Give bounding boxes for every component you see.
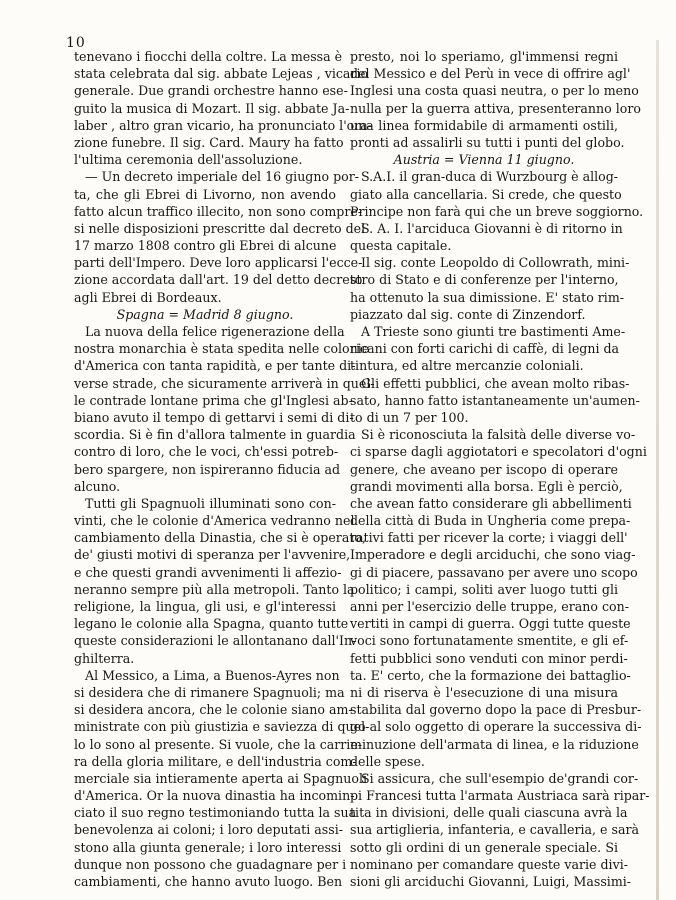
text-line: le contrade lontane prima che gl'Inglesi ab-	[74, 392, 353, 408]
text-line: stata celebrata dal sig. abbate Lejeas , vicario	[74, 66, 369, 82]
text-line: Il sig. conte Leopoldo di Collowrath, mini-	[361, 255, 630, 271]
text-line: laber , altro gran vicario, ha pronunciato l'ora-	[74, 117, 373, 133]
text-line: verse strade, che sicuramente arriverà in quel-	[74, 375, 375, 391]
text-line: to di un 7 per 100.	[350, 409, 469, 425]
text-line: che avean fatto considerare gli abbellimenti	[350, 495, 632, 511]
text-line: minuzione dell'armata di linea, e la riduzione	[350, 736, 639, 752]
text-line: ni di riserva è l'esecuzione di una misura	[350, 684, 618, 700]
text-line: pronti ad assalirli su tutti i punti del globo.	[350, 134, 625, 150]
text-line: bero spargere, non ispireranno fiducia ad	[74, 461, 341, 477]
text-line: tenevano i fiocchi della coltre. La messa è	[74, 49, 343, 64]
text-line: delle spese.	[350, 753, 425, 769]
text-line: vertiti in campi di guerra. Oggi tutte queste	[350, 616, 631, 632]
text-line: ha ottenuto la sua dimissione. E' stato rim-	[350, 289, 625, 305]
text-line: anni per l'esercizio delle truppe, erano con-	[350, 599, 629, 614]
text-line: lo lo sono al presente. Si vuole, che la carrie-	[74, 736, 363, 752]
text-line: sato, hanno fatto istantaneamente un'aumen-	[350, 392, 640, 408]
text-line: ta. E' certo, che la formazione dei battaglio-	[350, 667, 631, 683]
right-column	[350, 48, 650, 890]
text-line: politico; i campi, soliti aver luogo tutti gli	[350, 581, 618, 597]
text-line: Principe non farà qui che un breve soggiorno.	[350, 203, 644, 219]
text-line: rativi fatti per ricever la corte; i viaggi dell'	[350, 530, 628, 546]
text-line: dunque non possono che guadagnare per i	[74, 856, 347, 872]
text-line: Gli effetti pubblici, che avean molto ribas-	[361, 375, 630, 391]
text-line: merciale sia intieramente aperta ai Spagnuoli	[74, 770, 367, 786]
text-line: cambiamento della Dinastia, che si è operato,	[74, 530, 366, 546]
text-line: d'America. Or la nuova dinastia ha incomin-	[74, 788, 355, 804]
text-line: La nuova della felice rigenerazione della	[85, 324, 345, 339]
text-line: go al solo oggetto di operare la successiva di-	[350, 719, 642, 735]
text-line: de' giusti motivi di speranza per l'avvenire,	[74, 547, 351, 563]
text-line: presto, noi lo speriamo, gl'immensi regni	[350, 49, 618, 64]
text-line: si desidera ancora, che le colonie siano am-	[74, 702, 353, 718]
page-number: 10	[66, 35, 86, 51]
text-line: d'America con tanta rapidità, e per tante di-	[74, 358, 356, 374]
text-line: queste considerazioni le allontanano dall'In-	[74, 633, 357, 649]
text-line: ra della gloria militare, e dell'industria com-	[74, 753, 357, 769]
text-line: voci sono fortunatamente smentite, e gli ef-	[350, 633, 629, 649]
text-line: religione, la lingua, gli usi, e gl'interessi	[74, 599, 336, 614]
text-line: scordia. Si è fin d'allora talmente in guardia	[74, 427, 356, 443]
text-line: tintura, ed altre mercanzie coloniali.	[350, 358, 584, 374]
text-line: ciato il suo regno testimoniando tutta la sua	[74, 805, 357, 821]
text-line: 17 marzo 1808 contro gli Ebrei di alcune	[74, 238, 337, 254]
text-line: grandi movimenti alla borsa. Egli è perciò,	[350, 478, 623, 494]
text-line: nulla per la guerra attiva, presenteranno loro	[350, 100, 641, 116]
text-line: zione funebre. Il sig. Card. Maury ha fatto	[74, 134, 344, 150]
text-line: A Trieste sono giunti tre bastimenti Ame-	[361, 324, 626, 339]
text-line: una linea formidabile di armamenti ostili,	[350, 117, 618, 133]
text-line: genere, che aveano per iscopo di operare	[350, 461, 618, 477]
text-line: nostra monarchia è stata spedita nelle colonie	[74, 341, 370, 357]
text-line: Inglesi una costa quasi neutra, o per lo meno	[350, 83, 639, 99]
text-line: tita in divisioni, delle quali ciascuna avrà la	[350, 805, 628, 821]
text-line: stro di Stato e di conferenze per l'interno,	[350, 272, 619, 288]
text-line: si nelle disposizioni prescritte dal decreto del	[74, 220, 366, 236]
section-heading: Austria = Vienna 11 giugno.	[393, 152, 575, 168]
text-line: agli Ebrei di Bordeaux.	[74, 289, 222, 305]
text-line: contro di loro, che le voci, ch'essi potreb-	[74, 444, 339, 460]
text-line: alcuno.	[74, 478, 121, 494]
section-heading: Spagna = Madrid 8 giugno.	[116, 306, 294, 322]
text-line: parti dell'Impero. Deve loro applicarsi l'ecce-	[74, 255, 363, 271]
text-line: stono alla giunta generale; i loro interessi	[74, 839, 342, 855]
text-line: guito la musica di Mozart. Il sig. abbate Ja-	[74, 100, 350, 116]
text-line: zione accordata dall'art. 19 del detto decreto	[74, 272, 363, 288]
text-line: Si assicura, che sull'esempio de'grandi cor-	[361, 770, 639, 786]
text-line: sotto gli ordini di un generale speciale. Si	[350, 839, 618, 855]
text-line: giato alla cancellaria. Si crede, che questo	[350, 186, 622, 202]
text-line: della città di Buda in Ungheria come prepa-	[350, 513, 631, 529]
text-line: S.A.I. il gran-duca di Wurzbourg è allog-	[361, 169, 619, 185]
text-line: legano le colonie alla Spagna, quanto tutte	[74, 616, 349, 632]
text-line: del Messico e del Perù in vece di offrire agl'	[350, 66, 631, 82]
text-line: vinti, che le colonie d'America vedranno nel	[74, 513, 355, 529]
text-line: — Un decreto imperiale del 16 giugno por-	[85, 169, 359, 185]
text-line: ta, che gli Ebrei di Livorno, non avendo	[74, 186, 336, 202]
text-line: nominano per comandare queste varie divi-	[350, 856, 628, 872]
text-line: si desidera che di rimanere Spagnuoli; ma	[74, 684, 345, 700]
text-line: sioni gli arciduchi Giovanni, Luigi, Massimi-	[350, 874, 632, 889]
text-line: biano avuto il tempo di gettarvi i semi di di-	[74, 409, 354, 425]
text-line: ricani con forti carichi di caffè, di legni da	[350, 341, 620, 357]
text-line: Imperadore e degli arciduchi, che sono viag-	[350, 547, 636, 563]
text-line: l'ultima ceremonia dell'assoluzione.	[74, 152, 303, 168]
text-line: Al Messico, a Lima, a Buenos-Ayres non	[85, 667, 340, 683]
text-line: piazzato dal sig. conte di Zinzendorf.	[350, 306, 586, 322]
text-line: sua artiglieria, infanteria, e cavalleria, e sarà	[350, 822, 639, 838]
text-line: benevolenza ai coloni; i loro deputati assi-	[74, 822, 343, 838]
text-line: ghilterra.	[74, 650, 135, 666]
text-line: ministrate con più giustizia e saviezza di quel-	[74, 719, 370, 735]
text-line: generale. Due grandi orchestre hanno ese-	[74, 83, 348, 99]
text-line: ci sparse dagli aggiotatori e specolatori d'ogni	[350, 444, 647, 460]
text-line: neranno sempre più alla metropoli. Tanto la	[74, 581, 355, 597]
text-line: fetti pubblici sono venduti con minor perdi-	[350, 650, 628, 666]
text-line: gi di piacere, passavano per avere uno scopo	[350, 564, 638, 580]
text-line: pi Francesi tutta l'armata Austriaca sarà ripar-	[350, 788, 650, 804]
text-line: Si è riconosciuta la falsità delle diverse vo-	[361, 427, 636, 443]
text-line: Tutti gli Spagnuoli illuminati sono con-	[85, 495, 336, 511]
text-line: cambiamenti, che hanno avuto luogo. Ben	[74, 874, 343, 889]
left-column	[74, 48, 375, 890]
text-line: stabilita dal governo dopo la pace di Presbur-	[350, 702, 642, 718]
text-line: questa capitale.	[350, 238, 452, 254]
page-edge-shadow	[656, 40, 659, 900]
text-line: fatto alcun traffico illecito, non sono compre-	[74, 203, 363, 219]
text-line: S. A. I. l'arciduca Giovanni è di ritorno in	[361, 220, 623, 236]
text-line: e che questi grandi avvenimenti li affezio-	[74, 564, 342, 580]
